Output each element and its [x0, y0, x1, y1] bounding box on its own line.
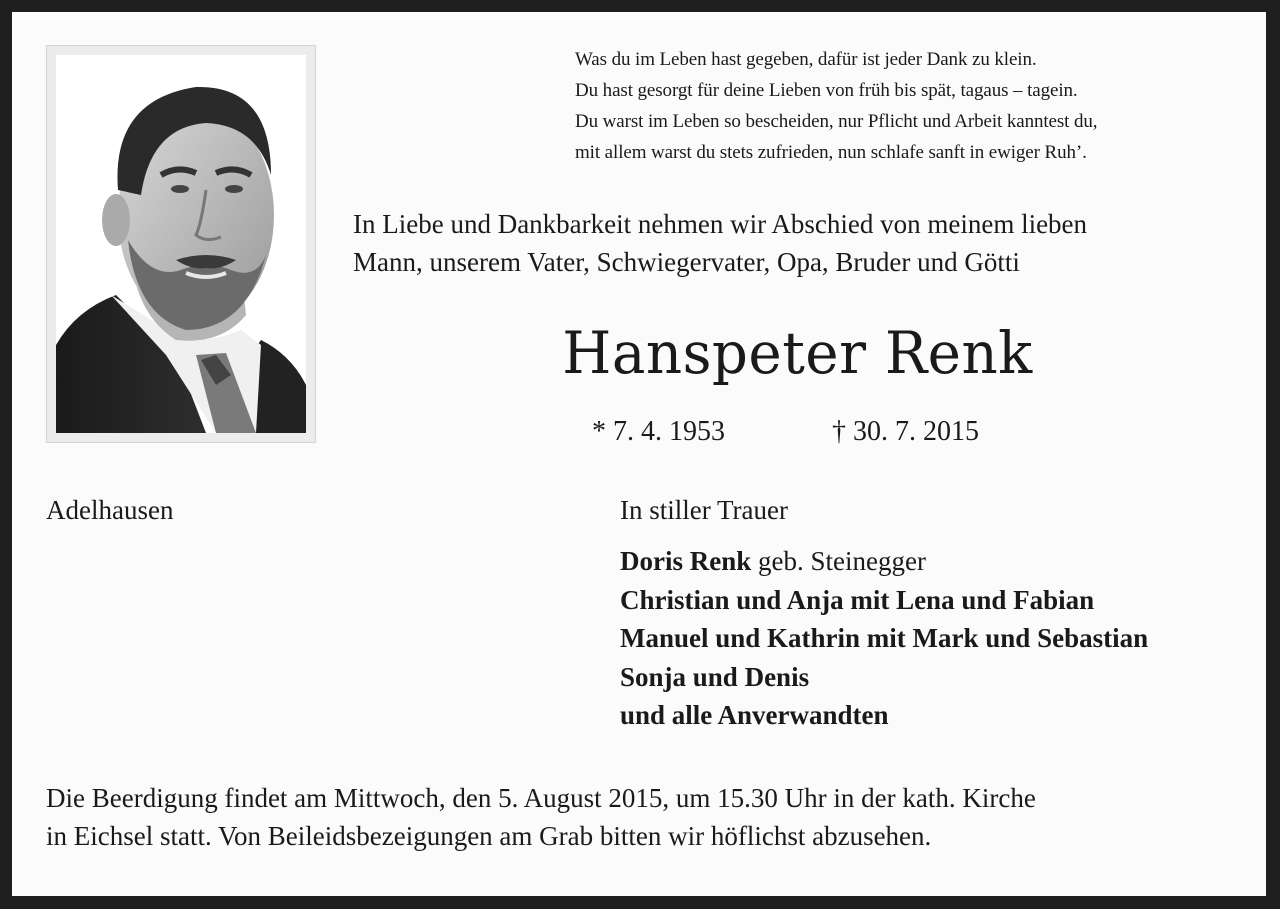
mourner-row: Christian und Anja mit Lena und Fabian	[620, 584, 1095, 615]
mourner-row: Sonja und Denis	[620, 661, 810, 692]
mourner-spouse-name: Doris Renk	[620, 546, 752, 576]
mourner-row: Manuel und Kathrin mit Mark und Sebastian	[620, 623, 1149, 653]
deceased-name-text: Hanspeter Renk	[562, 319, 1034, 387]
poem-line: Was du im Leben hast gegeben, dafür ist jeder Dank zu klein.	[575, 49, 1037, 70]
intro-line: Mann, unserem Vater, Schwiegervater, Opa, Bruder und Götti	[353, 247, 1020, 277]
farewell-intro	[353, 205, 1253, 281]
portrait-illustration	[56, 55, 306, 433]
mourners-list	[620, 542, 1260, 735]
poem-line: mit allem warst du stets zufrieden, nun schlafe sanft in ewiger Ruh’.	[575, 142, 1087, 163]
portrait-photo	[56, 55, 306, 433]
mourner-row	[620, 542, 1260, 581]
deceased-name	[353, 318, 1243, 388]
intro-line: In Liebe und Dankbarkeit nehmen wir Abschied von meinem lieben	[353, 209, 1088, 239]
funeral-info	[46, 779, 1256, 855]
death-date: † 30. 7. 2015	[832, 416, 979, 447]
mourning-title: In stiller Trauer	[620, 495, 788, 525]
obituary-notice	[12, 12, 1266, 896]
poem	[575, 44, 1255, 168]
mourner-spouse-maiden: geb. Steinegger	[751, 546, 926, 576]
portrait-frame	[46, 45, 316, 443]
mourner-row: und alle Anverwandten	[620, 700, 889, 730]
funeral-line: in Eichsel statt. Von Beileidsbezeigungen am Grab bitten wir höflichst abzusehen.	[46, 821, 932, 851]
place-name: Adelhausen	[46, 495, 174, 525]
poem-line: Du hast gesorgt für deine Lieben von früh bis spät, tagaus – tagein.	[575, 80, 1078, 101]
poem-line: Du warst im Leben so bescheiden, nur Pflicht und Arbeit kanntest du,	[575, 111, 1098, 132]
funeral-line: Die Beerdigung findet am Mittwoch, den 5. August 2015, um 15.30 Uhr in der kath. Kirche	[46, 783, 1036, 813]
birth-date: * 7. 4. 1953	[592, 416, 725, 447]
